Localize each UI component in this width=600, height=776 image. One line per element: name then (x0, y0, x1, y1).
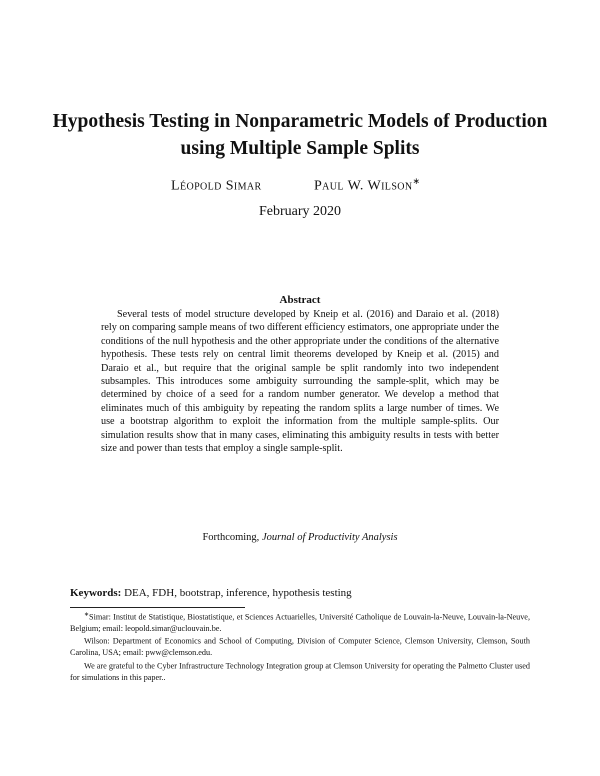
keywords-text: DEA, FDH, bootstrap, inference, hypothesis testing (124, 587, 352, 599)
footnote-wilson (70, 634, 530, 658)
author-footnote-mark: ∗ (412, 176, 421, 186)
keywords (70, 587, 540, 599)
footnote-text: Simar: Institut de Statistique, Biostatistique, et Sciences Actuarielles, Université Catholique de Louvain-la-Neuve, Louvain-la-Neuve, Belgium; email: leopold.simar@uclouvain.be. (70, 612, 530, 634)
forthcoming-note (0, 532, 600, 543)
author-name: Léopold Simar (171, 178, 262, 194)
footnotes (70, 610, 530, 683)
footnote-text: Wilson: Department of Economics and School of Computing, Division of Computer Science, Clemson University, Clemson, South Carolina, USA; email: pww@clemson.edu. (70, 637, 530, 658)
footnote-mark: ∗ (84, 612, 90, 618)
footnote-rule (70, 607, 245, 608)
footnote-simar (70, 610, 530, 634)
journal-name: Journal of Productivity Analysis (261, 532, 398, 543)
author-wilson (314, 176, 420, 195)
forthcoming-prefix: Forthcoming, (202, 532, 260, 543)
footnote-acknowledgement (70, 659, 530, 683)
footnote-text: We are grateful to the Cyber Infrastructure Technology Integration group at Clemson University for operating the Palmetto Cluster used for simulations in this paper.. (70, 661, 530, 682)
abstract-heading: Abstract (279, 294, 321, 306)
keywords-label: Keywords: (70, 587, 122, 599)
publication-date: February 2020 (258, 204, 342, 219)
author-simar (171, 176, 262, 195)
abstract-text: Several tests of model structure developed by Kneip et al. (2016) and Daraio et al. (2018) rely on comparing sample means of two different efficiency estimators, one appropriate under the conditions of the null hypothesis and the other appropriate under the conditions of the alternative hypothesis. These tests rely on central limit theorems developed by Kneip et al. (2015) and Daraio et al., but require that the original sample be split randomly into two independent subsamples. This introduces some ambiguity surrounding the sample-split, which may be determined by choice of a seed for a random number generator. We develop a method that eliminates much of this ambiguity by repeating the random splits a large number of times. We use a bootstrap algorithm to exploit the information from the multiple sample-splits. Our simulation results show that in many cases, eliminating this ambiguity results in tests with better size and power than tests that employ a single sample-split. (101, 309, 499, 455)
author-name: Paul W. Wilson (314, 178, 413, 194)
paper-title: Hypothesis Testing in Nonparametric Models of Production using Multiple Sample Splits (52, 111, 548, 159)
